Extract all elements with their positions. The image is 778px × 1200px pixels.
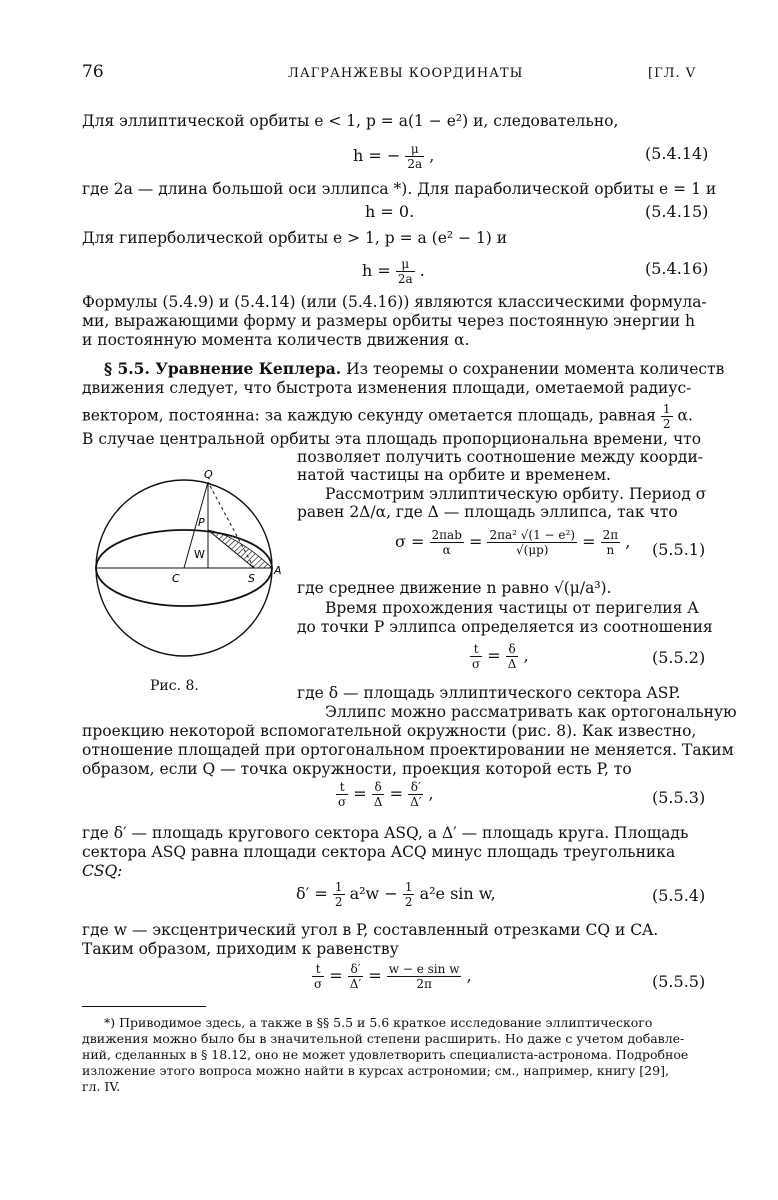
denominator: Δ′ — [349, 977, 362, 991]
equation-text: , — [625, 532, 631, 551]
equation-number: (5.5.5) — [652, 972, 706, 991]
text-line: движения следует, что быстрота изменения площади, ометаемой радиус- — [82, 379, 692, 397]
denominator: Δ′ — [410, 795, 422, 809]
text-line — [82, 402, 693, 431]
text-line: В случае центральной орбиты эта площадь пропорциональна времени, что — [82, 430, 702, 448]
fraction — [396, 257, 415, 286]
equation-number: (5.5.2) — [652, 648, 706, 667]
equation-5-4-15: h = 0. — [365, 202, 415, 221]
text-line: где δ — площадь эллиптического сектора ASP. — [297, 684, 681, 702]
equation-text: , — [429, 146, 435, 165]
equation-5-4-14 — [353, 142, 434, 171]
fraction — [408, 780, 423, 809]
text-line: равен 2Δ/α, где Δ — площадь эллипса, так что — [297, 503, 678, 521]
denominator: √(μp) — [515, 543, 549, 557]
numerator: 1 — [404, 880, 413, 894]
equation-text: = — [353, 784, 367, 803]
numerator: δ — [506, 642, 519, 657]
equation-text: h = − — [353, 146, 401, 165]
denominator: 2 — [404, 895, 413, 909]
section-heading-line — [104, 359, 724, 379]
point-label: S — [248, 572, 255, 585]
text-span: α. — [677, 406, 693, 425]
denominator: 2 — [334, 895, 343, 909]
text-line: сектора ASQ равна площади сектора ACQ минус площадь треугольника — [82, 843, 676, 861]
text-line: позволяет получить соотношение между коорди- — [297, 448, 704, 466]
text-line: отношение площадей при ортогональном проектировании не меняется. Таким — [82, 741, 734, 759]
fraction — [661, 402, 673, 431]
text-line: Эллипс можно рассматривать как ортогональную — [325, 703, 737, 721]
numerator: t — [336, 780, 348, 795]
equation-text: = — [368, 966, 382, 985]
numerator: δ′ — [408, 780, 423, 795]
text-line: до точки P эллипса определяется из соотношения — [297, 618, 713, 636]
equation-text: = — [329, 966, 343, 985]
text-line: где 2a — длина большой оси эллипса *). Для параболической орбиты e = 1 и — [82, 180, 717, 198]
figure-caption: Рис. 8. — [150, 678, 199, 694]
fraction — [348, 962, 363, 991]
text-line: где среднее движение n равно √(μ/a³). — [297, 579, 612, 597]
fraction — [333, 880, 345, 909]
footnote-rule — [82, 1006, 206, 1007]
footnote-line: движения можно было бы в значительной степени расширить. Но даже с учетом добавле- — [82, 1031, 685, 1046]
denominator: Δ — [373, 795, 383, 809]
fraction — [430, 528, 464, 557]
numerator: t — [312, 962, 324, 977]
segment-sq — [208, 482, 254, 568]
text-line: проекцию некоторой вспомогательной окружности (рис. 8). Как известно, — [82, 722, 697, 740]
text-line: Для эллиптической орбиты e < 1, p = a(1 − e²) и, следовательно, — [82, 112, 619, 130]
footnote-line: *) Приводимое здесь, а также в §§ 5.5 и 5.6 краткое исследование эллиптического — [104, 1015, 653, 1030]
fraction — [336, 780, 348, 809]
equation-number: (5.4.15) — [645, 202, 709, 221]
numerator: 2πa² √(1 − e²) — [489, 528, 576, 542]
equation-text: , — [466, 966, 472, 985]
denominator: σ — [338, 795, 347, 809]
footnote-line: гл. IV. — [82, 1079, 121, 1094]
denominator: 2a — [407, 157, 423, 171]
text-line: и постоянную момента количеств движения α. — [82, 331, 470, 349]
equation-text: = — [389, 784, 403, 803]
equation-text: , — [523, 646, 529, 665]
denominator: Δ — [507, 657, 517, 671]
numerator: δ — [372, 780, 385, 795]
fraction — [601, 528, 621, 557]
fraction — [405, 142, 424, 171]
equation-text: . — [419, 261, 425, 280]
equation-number: (5.4.16) — [645, 259, 709, 278]
numerator: 2πab — [431, 528, 462, 542]
equation-5-5-1 — [395, 528, 630, 557]
equation-number: (5.5.3) — [652, 788, 706, 807]
chapter-label: [ГЛ. V — [648, 66, 697, 81]
text-line: Таким образом, приходим к равенству — [82, 940, 399, 958]
equation-text: = — [487, 646, 501, 665]
numerator: μ — [405, 142, 424, 157]
fraction — [312, 962, 324, 991]
equation-text: a²e sin w, — [419, 884, 496, 903]
equation-number: (5.5.1) — [652, 540, 706, 559]
numerator: w − e sin w — [388, 962, 460, 976]
point-label: P — [198, 516, 205, 529]
equation-number: (5.4.14) — [645, 144, 709, 163]
point-label: A — [274, 564, 282, 577]
equation-5-5-4 — [296, 880, 496, 909]
text-line: Для гиперболической орбиты e > 1, p = a (e² − 1) и — [82, 229, 508, 247]
fraction — [372, 780, 385, 809]
numerator: 2π — [602, 528, 619, 542]
equation-text: σ = — [395, 532, 425, 551]
fraction — [506, 642, 519, 671]
running-title: ЛАГРАНЖЕВЫ КООРДИНАТЫ — [288, 66, 524, 81]
equation-text: a²w − — [349, 884, 398, 903]
text-line: образом, если Q — точка окружности, проекция которой есть P, то — [82, 760, 632, 778]
fraction — [470, 642, 482, 671]
equation-text: δ′ = — [296, 884, 328, 903]
footnote-line: изложение этого вопроса можно найти в курсах астрономии; см., например, книгу [29], — [82, 1063, 669, 1078]
text-line: Формулы (5.4.9) и (5.4.14) (или (5.4.16)) являются классическими формула- — [82, 293, 707, 311]
text-line: Время прохождения частицы от перигелия A — [325, 599, 699, 617]
text-span: вектором, постоянна: за каждую секунду ометается площадь, равная — [82, 406, 656, 425]
denominator: 2 — [662, 417, 671, 431]
numerator: 1 — [334, 880, 343, 894]
denominator: α — [442, 543, 451, 557]
section-text: Из теоремы о сохранении момента количеств — [346, 360, 725, 378]
point-label: C — [172, 572, 180, 585]
denominator: 2a — [397, 272, 413, 286]
section-title: § 5.5. Уравнение Кеплера. — [104, 359, 342, 378]
denominator: n — [606, 543, 615, 557]
text-line: где w — эксцентрический угол в P, составленный отрезками CQ и CA. — [82, 921, 659, 939]
fraction — [403, 880, 415, 909]
equation-5-5-5 — [312, 962, 472, 991]
denominator: 2π — [416, 977, 432, 991]
equation-5-5-3 — [336, 780, 434, 809]
text-line: ми, выражающими форму и размеры орбиты через постоянную энергии h — [82, 312, 695, 330]
equation-text: = — [468, 532, 483, 551]
equation-number: (5.5.4) — [652, 886, 706, 905]
text-line: натой частицы на орбите и временем. — [297, 466, 611, 484]
denominator: σ — [472, 657, 481, 671]
equation-text: = — [582, 532, 596, 551]
elliptic-sector-asp — [208, 530, 272, 568]
denominator: σ — [314, 977, 323, 991]
numerator: 1 — [662, 402, 671, 416]
text-line: Рассмотрим эллиптическую орбиту. Период σ — [325, 485, 707, 503]
figure-8-ellipse-diagram — [88, 466, 284, 666]
numerator: t — [470, 642, 482, 657]
footnote-line: ний, сделанных в § 18.12, оно не может удовлетворить специалиста-астронома. Подробное — [82, 1047, 689, 1062]
equation-5-4-16 — [362, 257, 425, 286]
text-line: где δ′ — площадь кругового сектора ASQ, а Δ′ — площадь круга. Площадь — [82, 824, 689, 842]
text-line: CSQ: — [82, 862, 123, 880]
page-number: 76 — [82, 62, 104, 82]
equation-text: , — [428, 784, 434, 803]
numerator: μ — [396, 257, 415, 272]
numerator: δ′ — [348, 962, 363, 977]
angle-label: W — [194, 548, 205, 561]
point-label: Q — [204, 468, 213, 481]
equation-5-5-2 — [470, 642, 529, 671]
fraction — [387, 962, 462, 991]
fraction — [487, 528, 577, 557]
equation-text: h = — [362, 261, 391, 280]
